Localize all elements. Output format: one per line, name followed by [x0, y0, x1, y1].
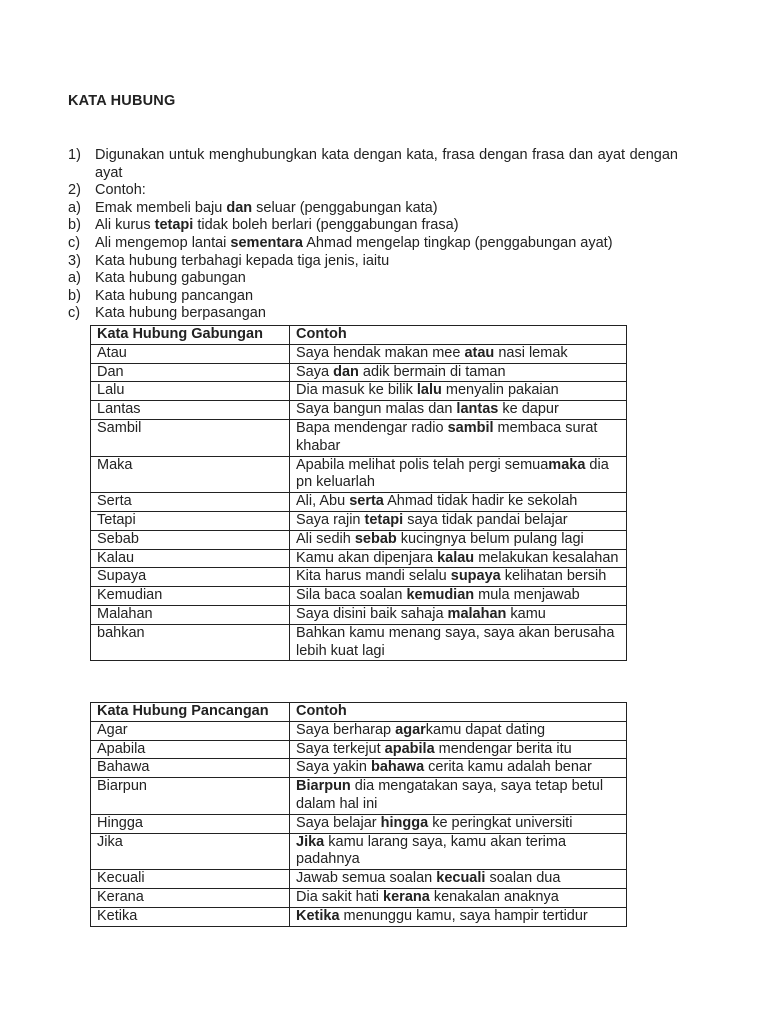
text-segment: Apabila melihat polis telah pergi semua [296, 456, 549, 473]
example-cell [290, 363, 627, 382]
example-cell [290, 530, 627, 549]
table-row [91, 721, 627, 740]
bold-keyword: lantas [456, 401, 499, 418]
table-row [91, 382, 627, 401]
table-row [91, 759, 627, 778]
bold-keyword: bahawa [370, 759, 425, 776]
bold-keyword: hingga [380, 814, 429, 831]
text-segment: Ahmad tidak hadir ke sekolah [383, 493, 578, 510]
bold-keyword: supaya [450, 568, 501, 585]
table-kata-hubung-pancangan [90, 702, 627, 927]
text-segment: Contoh: [95, 182, 146, 199]
conjunction-cell: Dan [91, 363, 290, 382]
text-segment: dia mengatakan saya, saya tetap betul dalam hal ini [296, 778, 604, 812]
text-segment: membaca surat khabar [296, 419, 598, 454]
bold-keyword: apabila [384, 740, 435, 757]
text-segment: Ali kurus [95, 217, 155, 234]
intro-list [68, 147, 678, 323]
text-segment: Kata hubung gabungan [95, 270, 246, 287]
example-cell [290, 511, 627, 530]
text-segment: Dia sakit hati [296, 888, 384, 905]
conjunction-cell: Supaya [91, 568, 290, 587]
table-row [91, 363, 627, 382]
text-segment: mendengar berita itu [434, 740, 572, 757]
list-text [95, 200, 678, 218]
example-cell [290, 493, 627, 512]
table-row [91, 740, 627, 759]
table-row [91, 870, 627, 889]
example-cell [290, 740, 627, 759]
column-header-example: Contoh [290, 703, 627, 722]
text-segment: kelihatan bersih [500, 568, 607, 585]
conjunction-cell: Sebab [91, 530, 290, 549]
list-marker: 2) [68, 182, 81, 199]
conjunction-cell: Kecuali [91, 870, 290, 889]
list-marker: a) [68, 270, 81, 287]
text-segment: Saya berharap [296, 721, 396, 738]
table-row [91, 530, 627, 549]
bold-keyword: agar [395, 721, 426, 738]
text-segment: Saya terkejut [296, 740, 385, 757]
text-segment: kamu dapat dating [425, 721, 546, 738]
table-row [91, 624, 627, 661]
table-row [91, 568, 627, 587]
text-segment: Bahkan kamu menang saya, saya akan berusaha lebih kuat lagi [296, 624, 615, 659]
example-cell [290, 382, 627, 401]
table-row [91, 778, 627, 815]
text-segment: soalan dua [485, 870, 561, 887]
list-item [68, 217, 678, 235]
table-kata-hubung-gabungan [90, 325, 627, 661]
conjunction-cell: Bahawa [91, 759, 290, 778]
example-cell [290, 907, 627, 926]
text-segment: mula menjawab [474, 587, 580, 604]
text-segment: Sila baca soalan [296, 587, 407, 604]
conjunction-cell: Agar [91, 721, 290, 740]
list-marker: a) [68, 199, 81, 216]
list-text [95, 270, 678, 288]
table-row [91, 549, 627, 568]
text-segment: kamu [506, 605, 546, 622]
text-segment: Emak membeli baju [95, 199, 227, 216]
bold-keyword: tetapi [364, 511, 404, 528]
bold-keyword: lalu [416, 382, 442, 399]
text-segment: Ali mengemop lantai [95, 234, 231, 251]
list-marker: 3) [68, 252, 81, 269]
example-cell [290, 778, 627, 815]
table-row [91, 419, 627, 456]
text-segment: Saya bangun malas dan [296, 401, 457, 418]
text-segment: kamu larang saya, kamu akan terima padahnya [296, 833, 567, 868]
bold-keyword: kalau [437, 549, 475, 566]
text-segment: cerita kamu adalah benar [424, 759, 592, 776]
table-row [91, 511, 627, 530]
example-cell [290, 759, 627, 778]
list-item [68, 288, 678, 306]
example-cell [290, 814, 627, 833]
conjunction-cell: Atau [91, 344, 290, 363]
list-marker: b) [68, 287, 81, 304]
list-text [95, 235, 678, 253]
text-segment: Ahmad mengelap tingkap (penggabungan ayat) [302, 234, 613, 251]
text-segment: Kita harus mandi selalu [296, 568, 451, 585]
text-segment: Kata hubung terbahagi kepada tiga jenis, iaitu [95, 252, 390, 269]
bold-keyword: Biarpun [296, 778, 351, 795]
example-cell [290, 605, 627, 624]
column-header-example: Contoh [290, 326, 627, 345]
conjunction-cell: Jika [91, 833, 290, 870]
bold-keyword: kerana [383, 888, 430, 905]
bold-keyword: kecuali [436, 870, 486, 887]
table-row [91, 814, 627, 833]
example-cell [290, 833, 627, 870]
bold-keyword: malahan [447, 605, 507, 622]
text-segment: Saya hendak makan mee [296, 344, 465, 361]
example-cell [290, 401, 627, 420]
list-item [68, 182, 678, 200]
example-cell [290, 419, 627, 456]
conjunction-cell: Kemudian [91, 587, 290, 606]
conjunction-cell: Lantas [91, 401, 290, 420]
conjunction-cell: Ketika [91, 907, 290, 926]
text-segment: Saya [296, 363, 334, 380]
list-item [68, 147, 678, 182]
list-marker: 1) [68, 147, 81, 163]
text-segment: Saya yakin [296, 759, 371, 776]
list-text [95, 147, 678, 182]
table-row [91, 401, 627, 420]
table-row [91, 605, 627, 624]
bold-keyword: kemudian [406, 587, 475, 604]
example-cell [290, 344, 627, 363]
text-segment: Saya rajin [296, 511, 365, 528]
list-item [68, 270, 678, 288]
bold-keyword: maka [548, 456, 586, 473]
bold-keyword: Ketika [296, 907, 340, 924]
text-segment: Kata hubung berpasangan [95, 305, 266, 322]
conjunction-cell: Hingga [91, 814, 290, 833]
list-text [95, 217, 678, 235]
text-segment: Ali, Abu [296, 493, 350, 510]
example-cell [290, 456, 627, 493]
bold-keyword: atau [464, 344, 495, 361]
bold-keyword: sementara [230, 234, 303, 251]
bold-keyword: sebab [354, 530, 397, 547]
conjunction-cell: Sambil [91, 419, 290, 456]
text-segment: tidak boleh berlari (penggabungan frasa) [193, 217, 459, 234]
list-marker: b) [68, 217, 81, 234]
text-segment: saya tidak pandai belajar [403, 511, 568, 528]
table-row [91, 888, 627, 907]
text-segment: nasi lemak [494, 344, 568, 361]
bold-keyword: dan [226, 199, 253, 216]
table-row [91, 456, 627, 493]
column-header-word: Kata Hubung Pancangan [91, 703, 290, 722]
conjunction-cell: Kalau [91, 549, 290, 568]
text-segment: kenakalan anaknya [429, 888, 559, 905]
conjunction-cell: bahkan [91, 624, 290, 661]
text-segment: Saya disini baik sahaja [296, 605, 448, 622]
list-text [95, 288, 678, 306]
conjunction-cell: Tetapi [91, 511, 290, 530]
text-segment: menyalin pakaian [441, 382, 559, 399]
list-item [68, 305, 678, 323]
table-row [91, 493, 627, 512]
text-segment: Digunakan untuk menghubungkan kata dengan kata, frasa dengan frasa dan ayat dengan ayat [95, 147, 678, 181]
conjunction-cell: Biarpun [91, 778, 290, 815]
table-row [91, 344, 627, 363]
text-segment: seluar (penggabungan kata) [252, 199, 438, 216]
bold-keyword: serta [349, 493, 384, 510]
list-text [95, 253, 678, 271]
text-segment: Jawab semua soalan [296, 870, 437, 887]
text-segment: dia pn keluarlah [296, 456, 609, 491]
column-header-word: Kata Hubung Gabungan [91, 326, 290, 345]
text-segment: Kamu akan dipenjara [296, 549, 438, 566]
list-marker: c) [68, 234, 81, 251]
example-cell [290, 888, 627, 907]
table-row [91, 587, 627, 606]
text-segment: ke dapur [498, 401, 559, 418]
list-item [68, 200, 678, 218]
text-segment: menunggu kamu, saya hampir tertidur [339, 907, 588, 924]
document-title: KATA HUBUNG [68, 93, 176, 109]
text-segment: adik bermain di taman [358, 363, 506, 380]
bold-keyword: Jika [296, 833, 325, 850]
text-segment: Saya belajar [296, 814, 381, 831]
example-cell [290, 549, 627, 568]
table-header-row [91, 703, 627, 722]
table-header-row [91, 326, 627, 345]
conjunction-cell: Apabila [91, 740, 290, 759]
text-segment: Dia masuk ke bilik [296, 382, 417, 399]
conjunction-cell: Serta [91, 493, 290, 512]
list-item [68, 253, 678, 271]
text-segment: ke peringkat universiti [428, 814, 573, 831]
example-cell [290, 870, 627, 889]
table-row [91, 833, 627, 870]
example-cell [290, 568, 627, 587]
list-text [95, 182, 678, 200]
conjunction-cell: Kerana [91, 888, 290, 907]
list-text [95, 305, 678, 323]
list-marker: c) [68, 305, 81, 322]
bold-keyword: dan [333, 363, 359, 380]
example-cell [290, 721, 627, 740]
list-item [68, 235, 678, 253]
bold-keyword: tetapi [154, 217, 194, 234]
text-segment: kucingnya belum pulang lagi [396, 530, 584, 547]
conjunction-cell: Maka [91, 456, 290, 493]
text-segment: melakukan kesalahan [474, 549, 619, 566]
text-segment: Ali sedih [296, 530, 355, 547]
table-row [91, 907, 627, 926]
text-segment: Bapa mendengar radio [296, 419, 448, 436]
text-segment: Kata hubung pancangan [95, 287, 254, 304]
example-cell [290, 587, 627, 606]
example-cell [290, 624, 627, 661]
conjunction-cell: Lalu [91, 382, 290, 401]
conjunction-cell: Malahan [91, 605, 290, 624]
bold-keyword: sambil [447, 419, 494, 436]
